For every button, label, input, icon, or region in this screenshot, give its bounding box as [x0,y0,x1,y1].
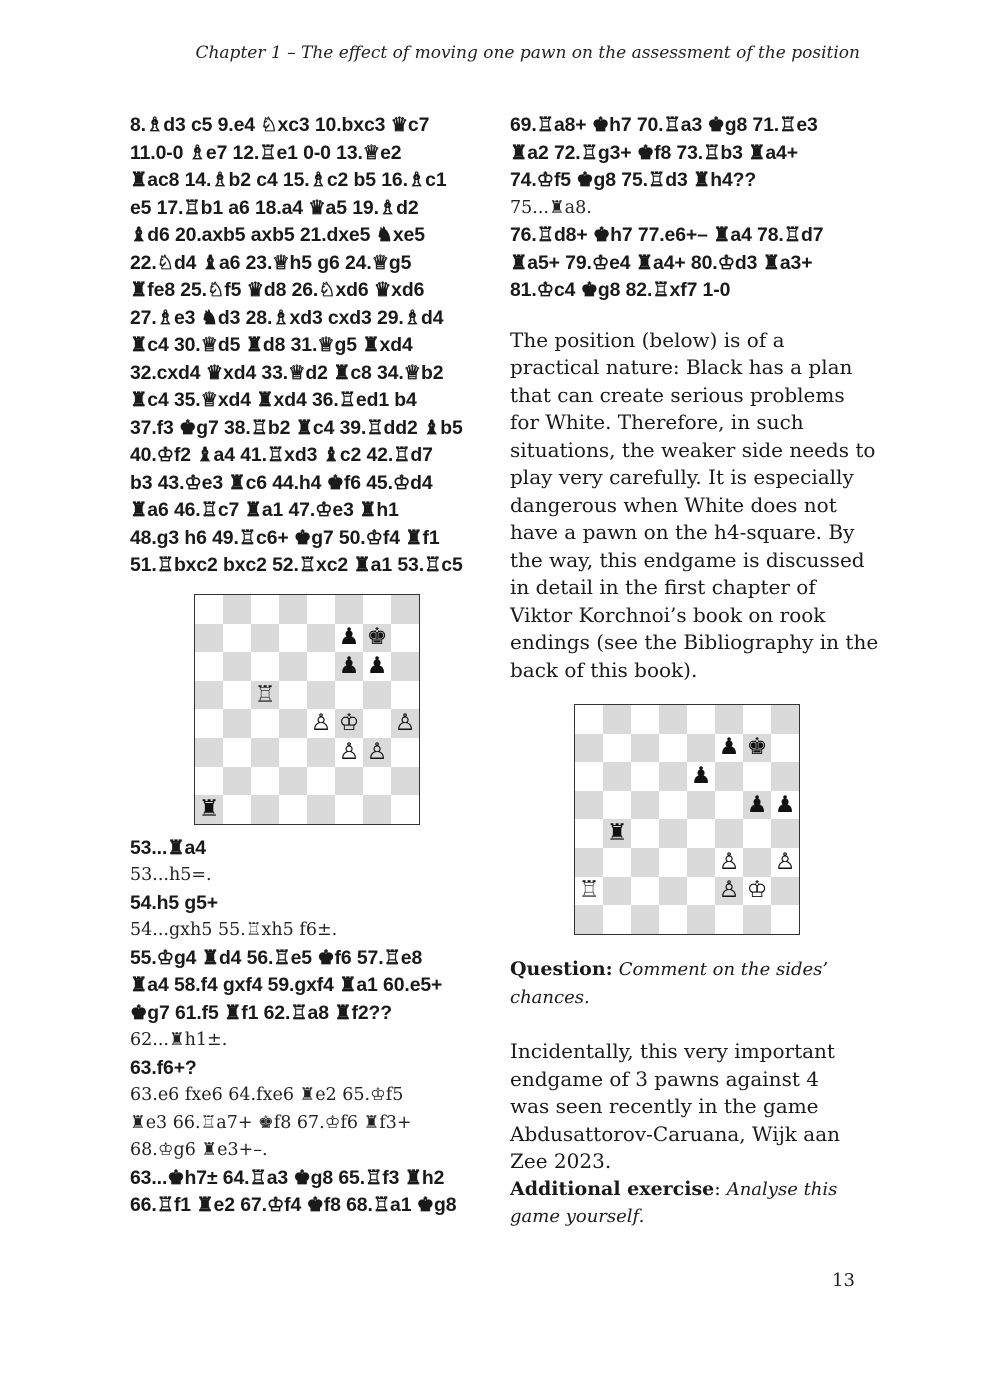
square-d2 [279,767,307,796]
square-h8 [771,705,799,734]
square-b5 [223,681,251,710]
square-d1 [279,795,307,824]
question-text: Comment on the sides’ [618,959,829,980]
square-c8 [251,595,279,624]
square-h7 [771,734,799,763]
piece-f7: ♟ [718,734,740,761]
piece-h3: ♙ [774,848,796,875]
square-g3 [743,848,771,877]
square-h3 [391,738,419,767]
square-a4 [195,709,223,738]
square-a5 [195,681,223,710]
piece-g6: ♟ [366,652,388,679]
square-f6 [335,652,363,681]
square-c5 [251,681,279,710]
square-g8 [743,705,771,734]
square-g3 [363,738,391,767]
paragraph-position: The position (below) is of a practical nature: Black has a plan that can create serious problems for White. Therefore, in such situations, the weaker side needs to play very carefully. It is especially dangerous when White does not have a pawn on the h4-square. By the way, this endgame is discussed in detail in the first chapter of Viktor Korchnoi’s book on rook endings (see the Bibliography in the back of this book). [510,327,879,682]
piece-f2: ♙ [718,877,740,904]
square-b1 [223,795,251,824]
piece-e4: ♙ [310,710,332,737]
square-g2 [363,767,391,796]
square-g6 [363,652,391,681]
square-c3 [631,848,659,877]
chessboard-diagram-2 [574,704,800,935]
note-53: 53...h5=. [130,865,212,885]
piece-f3: ♙ [718,848,740,875]
square-f6 [715,762,743,791]
square-g2 [743,877,771,906]
moves-8-53: 8.♗d3 c5 9.e4 ♘xc3 10.bxc3 ♛c7 11.0-0 ♗e7 12.♖e1 0-0 13.♕e2 ♜ac8 14.♗b2 c4 15.♗c2 b5 16.♗c1 e5 17.♖b1 a6 18.a4 ♛a5 19.♗d2 ♝d6 20.axb5 axb5 21.dxe5 ♞xe5 22.♘d4 ♝a6 23.♕h5 g6 24.♕g5 ♜fe8 25.♘f5 ♛d8 26.♘xd6 ♛xd6 27.♗e3 ♞d3 28.♗xd3 cxd3 29.♗d4 ♜c4 30.♕d5 ♜d8 31.♕g5 ♜xd4 32.cxd4 ♛xd4 33.♕d2 ♜c8 34.♕b2 ♜c4 35.♕xd4 ♜xd4 36.♖ed1 b4 37.f3 ♚g7 38.♖b2 ♜c4 39.♖dd2 ♝b5 40.♔f2 ♝a4 41.♖xd3 ♝c2 42.♖d7 b3 43.♔e3 ♜c6 44.h4 ♚f6 45.♔d4 ♜a6 46.♖c7 ♜a1 47.♔e3 ♜h1 48.g3 h6 49.♖c6+ ♚g7 50.♔f4 ♜f1 51.♖bxc2 bxc2 52.♖xc2 ♜a1 53.♖c5 [130,114,463,576]
square-e7 [307,624,335,653]
square-c2 [631,877,659,906]
square-b3 [603,848,631,877]
square-e7 [687,734,715,763]
square-c6 [251,652,279,681]
square-c8 [631,705,659,734]
square-h2 [391,767,419,796]
square-h1 [771,905,799,934]
square-f2 [715,877,743,906]
question [510,956,880,1011]
square-c4 [631,819,659,848]
square-f4 [715,819,743,848]
piece-h4: ♙ [394,710,416,737]
square-a4 [575,819,603,848]
square-c5 [631,791,659,820]
square-e6 [307,652,335,681]
note-75: 75...♜a8. [510,197,592,218]
square-e6 [687,762,715,791]
square-h4 [771,819,799,848]
square-d6 [659,762,687,791]
piece-b4: ♜ [606,820,628,847]
piece-e6: ♟ [690,762,712,789]
square-f1 [715,905,743,934]
square-a2 [575,877,603,906]
square-d3 [279,738,307,767]
square-a7 [195,624,223,653]
square-f8 [715,705,743,734]
square-d7 [279,624,307,653]
square-d7 [659,734,687,763]
additional-label: Additional exercise [510,1177,715,1200]
square-f5 [335,681,363,710]
additional-exercise: Additional exercise: Analyse this game yourself. [510,1177,838,1227]
square-f8 [335,595,363,624]
move-54: 54.h5 g5+ [130,891,219,914]
square-f5 [715,791,743,820]
square-f3 [335,738,363,767]
piece-f6: ♟ [338,652,360,679]
square-d6 [279,652,307,681]
piece-g7: ♚ [366,624,388,651]
additional-text-2: game yourself. [510,1206,645,1227]
square-d4 [279,709,307,738]
square-c7 [251,624,279,653]
note-63: 63.e6 fxe6 64.fxe6 ♜e2 65.♔f5 ♜e3 66.♖a7+ ♚f8 67.♔f6 ♜f3+ 68.♔g6 ♜e3+–. [130,1085,412,1160]
square-h1 [391,795,419,824]
square-f7 [335,624,363,653]
page-number: 13 [832,1270,855,1291]
square-a1 [575,905,603,934]
square-b4 [603,819,631,848]
square-a8 [195,595,223,624]
square-c2 [251,767,279,796]
square-e8 [687,705,715,734]
square-a6 [195,652,223,681]
square-e2 [307,767,335,796]
square-b2 [223,767,251,796]
square-c7 [631,734,659,763]
piece-f7: ♟ [338,624,360,651]
square-h3 [771,848,799,877]
square-f4 [335,709,363,738]
square-d5 [659,791,687,820]
chessboard-diagram-1 [194,594,420,825]
square-g5 [743,791,771,820]
piece-g2: ♔ [746,877,768,904]
note-62: 62...♜h1±. [130,1030,228,1050]
square-h7 [391,624,419,653]
running-header: Chapter 1 – The effect of moving one pawn on the assessment of the position [195,43,860,63]
piece-g5: ♟ [746,791,768,818]
piece-g3: ♙ [366,738,388,765]
piece-a1: ♜ [198,795,220,822]
square-d8 [659,705,687,734]
square-g8 [363,595,391,624]
square-b7 [223,624,251,653]
square-b8 [223,595,251,624]
square-d1 [659,905,687,934]
square-g1 [743,905,771,934]
square-e4 [687,819,715,848]
square-d3 [659,848,687,877]
square-b7 [603,734,631,763]
square-g7 [363,624,391,653]
square-e1 [687,905,715,934]
square-e3 [687,848,715,877]
square-e2 [687,877,715,906]
square-b4 [223,709,251,738]
piece-a2: ♖ [578,877,600,904]
square-e1 [307,795,335,824]
square-g6 [743,762,771,791]
square-h4 [391,709,419,738]
square-f2 [335,767,363,796]
square-b2 [603,877,631,906]
square-c3 [251,738,279,767]
square-b6 [603,762,631,791]
moves-63-68: 63...♚h7± 64.♖a3 ♚g8 65.♖f3 ♜h2 66.♖f1 ♜e2 67.♔f4 ♚f8 68.♖a1 ♚g8 [130,1166,457,1216]
square-h5 [391,681,419,710]
square-a8 [575,705,603,734]
square-d8 [279,595,307,624]
moves-55-62: 55.♔g4 ♜d4 56.♖e5 ♚f6 57.♖e8 ♜a4 58.f4 gxf4 59.gxf4 ♜a1 60.e5+ ♚g7 61.f5 ♜f1 62.♖a8 ♜f2?? [130,946,443,1024]
square-f1 [335,795,363,824]
square-f3 [715,848,743,877]
square-g7 [743,734,771,763]
square-e4 [307,709,335,738]
move-53: 53...♜a4 [130,836,206,859]
piece-c5: ♖ [254,681,276,708]
square-a5 [575,791,603,820]
square-h5 [771,791,799,820]
square-g5 [363,681,391,710]
square-c6 [631,762,659,791]
square-a1 [195,795,223,824]
moves-69-75: 69.♖a8+ ♚h7 70.♖a3 ♚g8 71.♖e3 ♜a2 72.♖g3+ ♚f8 73.♖b3 ♜a4+ 74.♔f5 ♚g8 75.♖d3 ♜h4?? [510,114,818,191]
right-column [510,112,880,1231]
piece-g7: ♚ [746,734,768,761]
square-b6 [223,652,251,681]
square-h2 [771,877,799,906]
piece-f4: ♔ [338,710,360,737]
piece-f3: ♙ [338,738,360,765]
additional-text: Analyse this [726,1178,838,1200]
square-h8 [391,595,419,624]
square-f7 [715,734,743,763]
square-a3 [195,738,223,767]
square-c1 [251,795,279,824]
square-g1 [363,795,391,824]
square-a2 [195,767,223,796]
moves-76-82: 76.♖d8+ ♚h7 77.e6+– ♜a4 78.♖d7 ♜a5+ 79.♔e4 ♜a4+ 80.♔d3 ♜a3+ 81.♔c4 ♚g8 82.♖xf7 1-0 [510,224,824,301]
square-g4 [743,819,771,848]
square-e5 [687,791,715,820]
square-d2 [659,877,687,906]
square-a3 [575,848,603,877]
square-b1 [603,905,631,934]
square-b8 [603,705,631,734]
square-e8 [307,595,335,624]
piece-h5: ♟ [774,791,796,818]
square-e5 [307,681,335,710]
square-b3 [223,738,251,767]
square-a7 [575,734,603,763]
question-label: Question: [510,958,613,980]
square-h6 [771,762,799,791]
square-c4 [251,709,279,738]
paragraph-incidentally: Incidentally, this very important endgame of 3 pawns against 4 was seen recently in the game Abdusattorov-Caruana, Wijk aan Zee 2023. [510,1039,841,1173]
square-g4 [363,709,391,738]
square-b5 [603,791,631,820]
square-e3 [307,738,335,767]
note-54: 54...gxh5 55.♖xh5 f6±. [130,920,338,940]
square-a6 [575,762,603,791]
square-d5 [279,681,307,710]
square-c1 [631,905,659,934]
square-d4 [659,819,687,848]
move-63: 63.f6+? [130,1056,197,1079]
question-text-2: chances. [510,986,590,1008]
square-h6 [391,652,419,681]
